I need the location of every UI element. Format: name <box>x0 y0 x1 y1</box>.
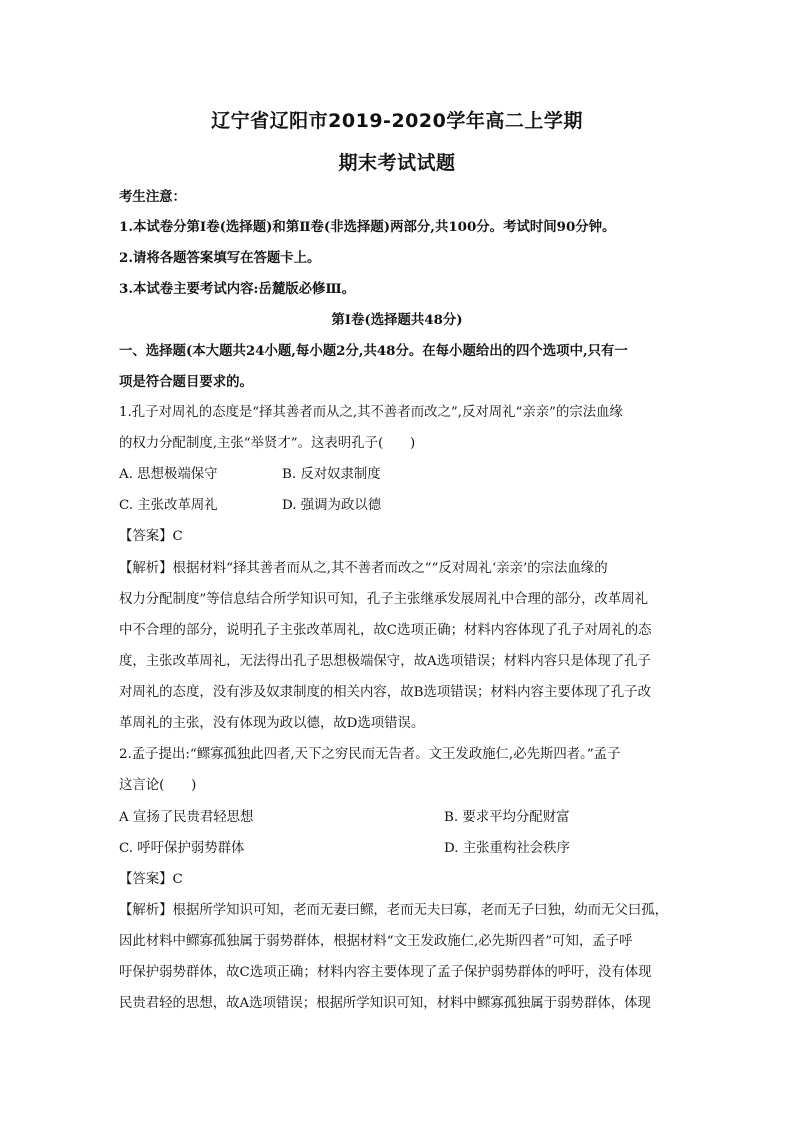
q1-analysis-line: 【解析】根据材料“择其善者而从之,其不善者而改之”“反对周礼‘亲亲’的宗法血缘的 <box>119 561 608 576</box>
q1-analysis-line: 革周礼的主张，没有体现为政以德，故D选项错误。 <box>119 716 425 731</box>
q2-option-b: B. 要求平均分配财富 <box>444 810 570 825</box>
q1-analysis-line: 权力分配制度”等信息结合所学知识可知，孔子主张继承发展周礼中合理的部分，改革周礼 <box>119 592 649 607</box>
notice-item-2: 2.请将各题答案填写在答题卡上。 <box>119 250 321 266</box>
exam-subtitle: 期末考试试题 <box>338 152 456 174</box>
q1-stem-line1: 1.孔子对周礼的态度是“择其善者而从之,其不善者而改之”,反对周礼“亲亲”的宗法血缘 <box>119 405 623 420</box>
q1-option-a: A. 思想极端保守 <box>119 467 218 482</box>
notice-item-3: 3.本试卷主要考试内容:岳麓版必修Ⅲ。 <box>119 281 356 297</box>
q1-stem-line2: 的权力分配制度,主张“举贤才”。这表明孔子( ) <box>119 436 416 451</box>
section-instructions-line2: 项是符合题目要求的。 <box>119 374 253 390</box>
q2-option-d: D. 主张重构社会秩序 <box>444 841 570 856</box>
q2-option-c: C. 呼吁保护弱势群体 <box>119 841 245 856</box>
section-instructions-line1: 一、选择题(本大题共24小题,每小题2分,共48分。在每小题给出的四个选项中,只有一 <box>119 343 628 359</box>
q1-analysis-line: 中不合理的部分，说明孔子主张改革周礼，故C选项正确；材料内容体现了孔子对周礼的态 <box>119 623 652 638</box>
q1-option-b: B. 反对奴隶制度 <box>282 467 381 482</box>
q1-answer: 【答案】C <box>119 529 183 544</box>
q1-analysis-line: 对周礼的态度，没有涉及奴隶制度的相关内容，故B选项错误；材料内容主要体现了孔子改 <box>119 685 652 700</box>
notice-item-1: 1.本试卷分第Ⅰ卷(选择题)和第Ⅱ卷(非选择题)两部分,共100分。考试时间90分钟。 <box>119 219 616 235</box>
q2-option-a: A 宣扬了民贵君轻思想 <box>119 810 254 825</box>
q1-option-d: D. 强调为政以德 <box>282 498 382 513</box>
notice-heading: 考生注意： <box>119 189 186 205</box>
q1-analysis-line: 度，主张改革周礼，无法得出孔子思想极端保守，故A选项错误；材料内容只是体现了孔子 <box>119 654 651 669</box>
exam-title: 辽宁省辽阳市2019-2020学年高二上学期 <box>211 110 583 132</box>
q2-analysis-line: 吁保护弱势群体，故C选项正确；材料内容主要体现了孟子保护弱势群体的呼吁，没有体现 <box>119 965 652 980</box>
q2-analysis-line: 【解析】根据所学知识可知，老而无妻曰鳏，老而无夫曰寡，老而无子曰独，幼而无父曰孤， <box>119 903 669 918</box>
q1-option-c: C. 主张改革周礼 <box>119 498 218 513</box>
q2-analysis-line: 因此材料中鳏寡孤独属于弱势群体，根据材料“文王发政施仁,必先斯四者”可知，孟子呼 <box>119 934 633 949</box>
q2-stem-line2: 这言论( ) <box>119 778 197 793</box>
q2-stem-line1: 2.孟子提出:“鳏寡孤独此四者,天下之穷民而无告者。文王发政施仁,必先斯四者。”孟子 <box>119 747 621 762</box>
q2-analysis-line: 民贵君轻的思想，故A选项错误；根据所学知识可知，材料中鳏寡孤独属于弱势群体，体现 <box>119 996 651 1011</box>
q2-answer: 【答案】C <box>119 872 183 887</box>
section-title: 第Ⅰ卷(选择题共48分) <box>331 312 463 328</box>
